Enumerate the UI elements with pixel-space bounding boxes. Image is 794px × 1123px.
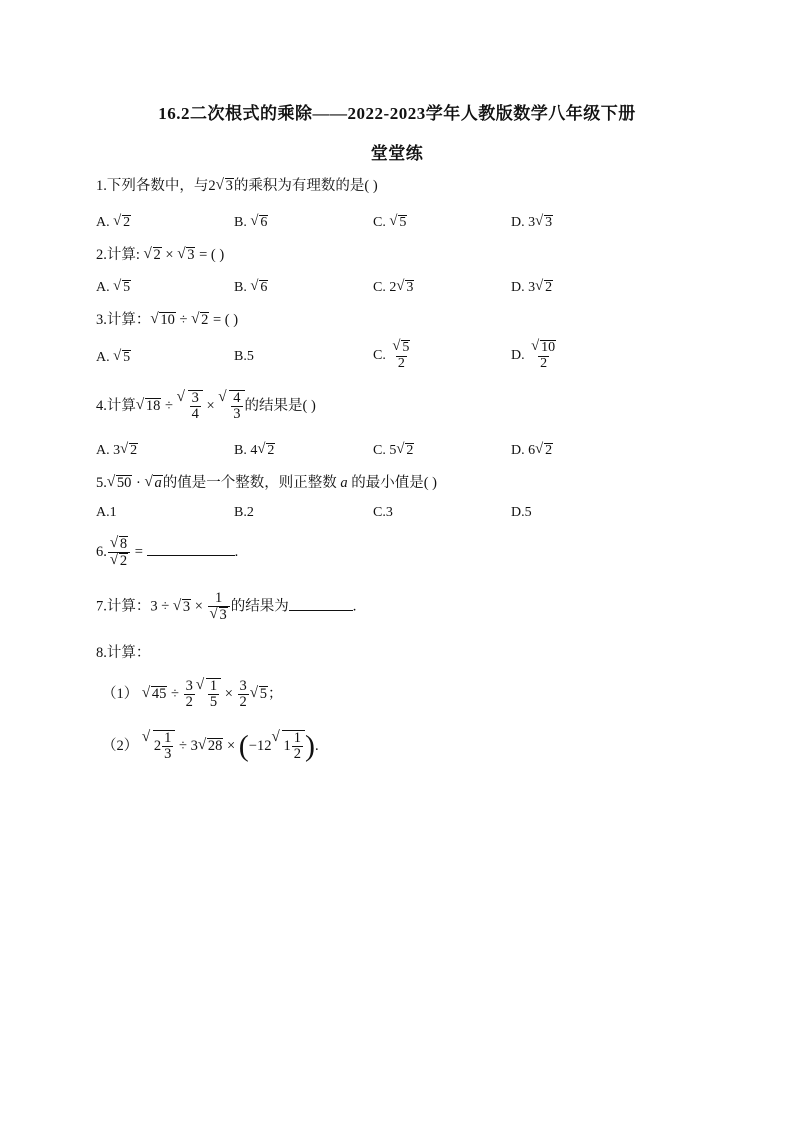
question-8-stem: 8.计算： [96,645,151,661]
question-4-option-b[interactable]: B. 4√ 2 [234,443,275,458]
question-2-option-b[interactable]: B. √ 6 [234,280,268,295]
question-8-part-1: （1） √ 45 ÷ $\frac{3}{2}$ √ $\frac{1}{5}$ × $\frac{3}{2}$ √ 5； [102,678,283,710]
question-2-option-c[interactable]: C. 2√ 3 [373,280,414,295]
question-4-stem: 4.计算√ 18 ÷ √ $\frac{3}{4}$ × √ $\frac{4}{3}$ 的结果是( ) [96,390,316,422]
question-4-option-c[interactable]: C. 5√ 2 [373,443,414,458]
fraction: √ $\frac{5}{2}$ [390,340,412,371]
question-6-stem: 6. √ 8 √ 2 = . [96,536,238,569]
question-3-option-c[interactable]: C. √ $\frac{5}{2}$ [373,340,413,371]
fraction: √ $\frac{10}{2}$ [529,340,558,371]
question-5-stem: 5.√ 50 · √ a的值是一个整数，则正整数 a 的最小值是( ) [96,475,437,491]
question-1-option-d[interactable]: D. 3√ 3 [511,215,553,230]
question-1-stem: 1.下列各数中，与2√ 3的乘积为有理数的是( ) [96,178,378,194]
question-1-option-a[interactable]: A. √ 2 [96,215,131,230]
question-5-option-b[interactable]: B.2 [234,505,254,520]
question-2-stem: 2.计算: √ 2 × √ 3 = ( ) [96,247,224,263]
question-5-option-c[interactable]: C.3 [373,505,393,520]
page-title: 16.2二次根式的乘除——2022-2023学年人教版数学八年级下册 [158,104,636,123]
question-2-option-a[interactable]: A. √ 5 [96,280,131,295]
question-5-option-a[interactable]: A.1 [96,505,117,520]
question-3-option-d[interactable]: D. √ $\frac{10}{2}$ [511,340,559,371]
answer-blank[interactable] [289,610,353,611]
answer-blank[interactable] [147,555,235,556]
question-1-option-b[interactable]: B. √ 6 [234,215,268,230]
question-7-stem: 7.计算：3 ÷ √ 3 × 1 √ 3 的结果为 . [96,591,356,623]
page-subtitle: 堂堂练 [370,144,424,163]
question-8-part-2: （2） √ 2 $\frac{1}{3}$ ÷ 3√ 28 × (−12√ 1 $\frac{1}{2}$ ). [102,730,319,762]
question-3-option-b[interactable]: B.5 [234,349,254,364]
question-4-option-a[interactable]: A. 3√ 2 [96,443,138,458]
question-1-option-c[interactable]: C. √ 5 [373,215,407,230]
question-3-stem: 3.计算：√ 10 ÷ √ 2 = ( ) [96,312,238,328]
question-3-option-a[interactable]: A. √ 5 [96,350,131,365]
question-2-option-d[interactable]: D. 3√ 2 [511,280,553,295]
question-5-option-d[interactable]: D.5 [511,505,532,520]
sqrt-expression: √ 3 [216,178,234,194]
question-4-option-d[interactable]: D. 6√ 2 [511,443,553,458]
